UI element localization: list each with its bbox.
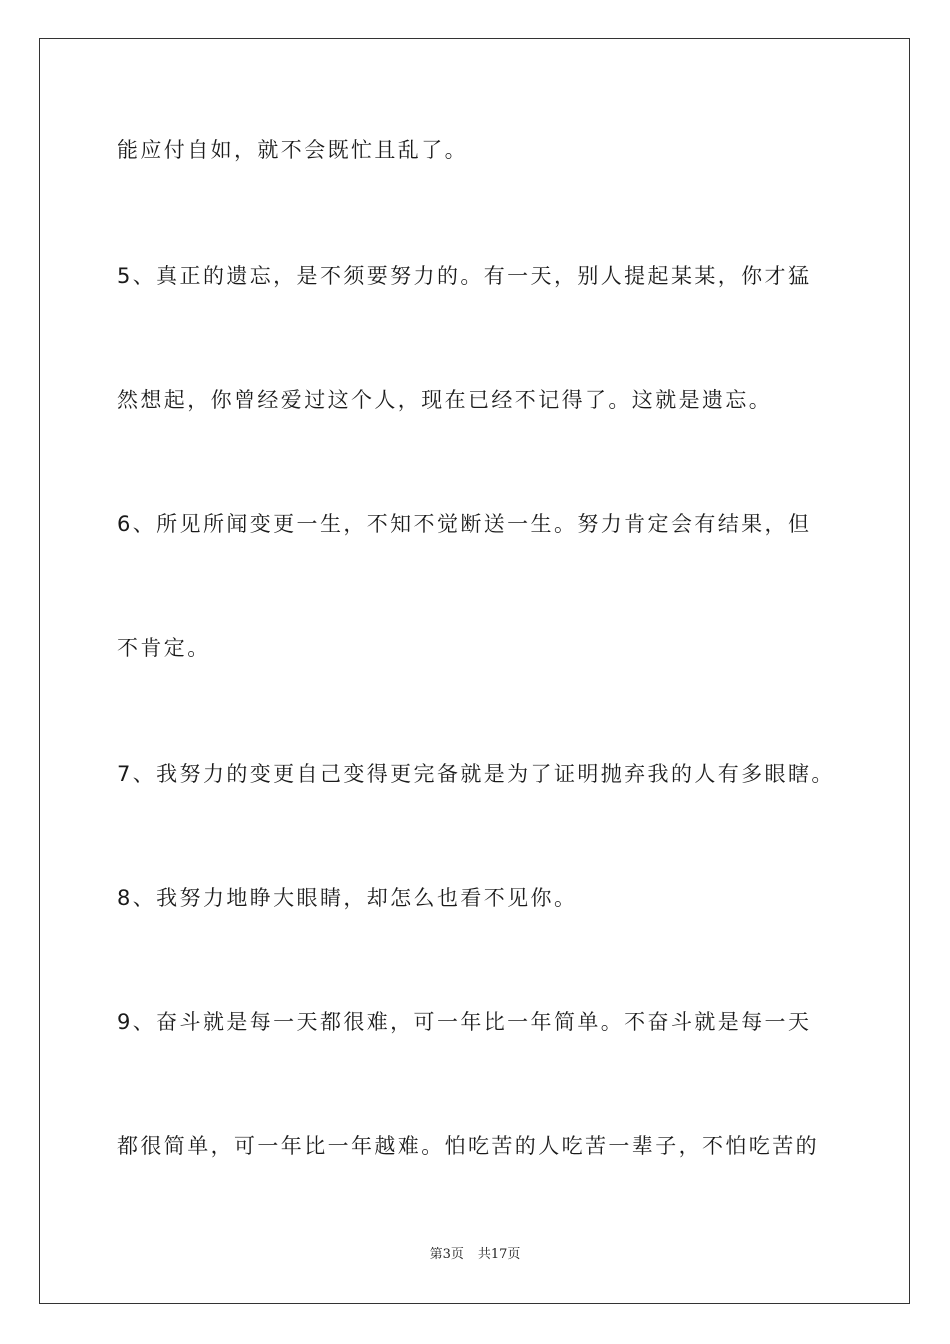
text-line: 都很简单，可一年比一年越难。怕吃苦的人吃苦一辈子，不怕吃苦的	[117, 1134, 819, 1158]
text-line: 9、奋斗就是每一天都很难，可一年比一年简单。不奋斗就是每一天	[117, 1010, 812, 1034]
page-number: 第3页	[429, 1247, 464, 1262]
text-line: 8、我努力地睁大眼睛，却怎么也看不见你。	[117, 886, 578, 910]
page-border	[39, 38, 910, 1304]
text-line: 7、我努力的变更自己变得更完备就是为了证明抛弃我的人有多眼瞎。	[117, 762, 835, 786]
text-line: 能应付自如，就不会既忙且乱了。	[117, 138, 468, 162]
total-pages: 共17页	[477, 1247, 521, 1262]
text-line: 5、真正的遗忘，是不须要努力的。有一天，别人提起某某，你才猛	[117, 264, 812, 288]
text-line: 然想起，你曾经爱过这个人，现在已经不记得了。这就是遗忘。	[117, 388, 773, 412]
text-line: 不肯定。	[117, 636, 211, 660]
page-footer	[0, 1246, 950, 1264]
text-line: 6、所见所闻变更一生，不知不觉断送一生。努力肯定会有结果，但	[117, 512, 812, 536]
